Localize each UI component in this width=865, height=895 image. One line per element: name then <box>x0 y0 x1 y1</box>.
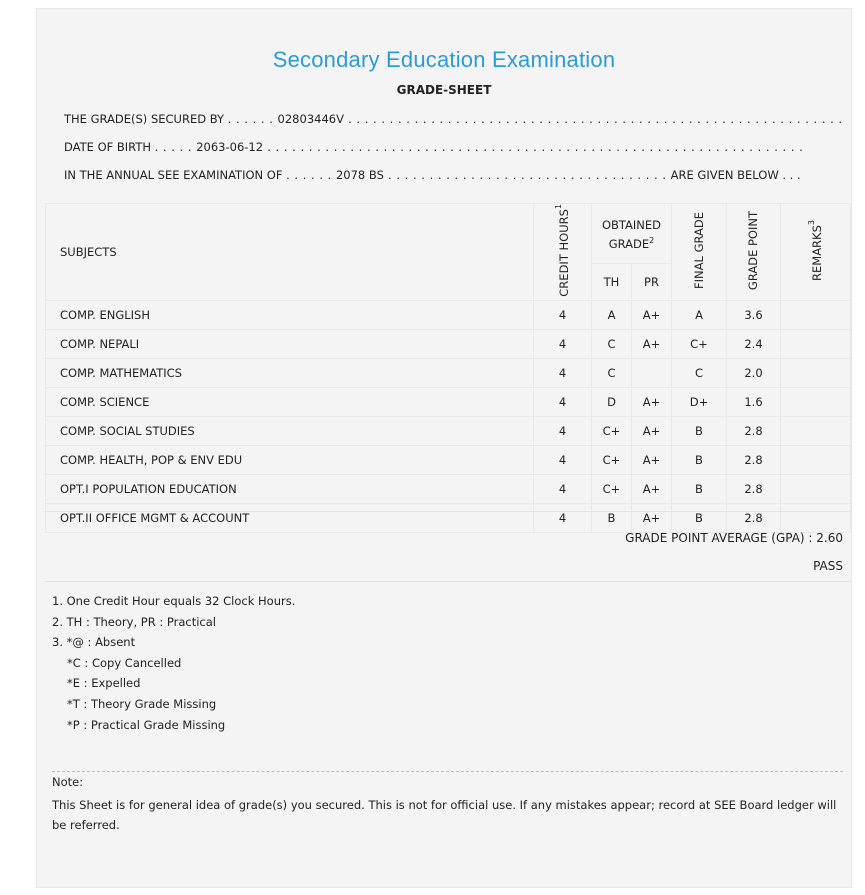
footnote-item: *T : Theory Grade Missing <box>67 696 217 711</box>
grade-point-cell: 2.8 <box>727 503 781 532</box>
footnote-item: *P : Practical Grade Missing <box>67 717 226 732</box>
grade-point-cell: 2.8 <box>727 445 781 474</box>
final-grade-cell: B <box>672 474 727 503</box>
gpa-label: GRADE POINT AVERAGE (GPA) : <box>625 531 813 545</box>
table-row <box>46 503 851 532</box>
dob-value: 2063-06-12 <box>196 140 264 154</box>
credit-cell: 4 <box>534 503 592 532</box>
grades-table <box>45 203 851 533</box>
footnote-item: 1. One Credit Hour equals 32 Clock Hours. <box>52 594 296 608</box>
col-final-grade: FINAL GRADE <box>672 204 727 301</box>
exam-label: IN THE ANNUAL SEE EXAMINATION OF <box>64 168 283 182</box>
col-obtained-grade: OBTAINED GRADE$^2$ <box>592 204 672 264</box>
gpa-value: 2.60 <box>816 531 843 545</box>
grade-point-cell: 2.4 <box>727 329 781 358</box>
subject-cell: OPT.II OFFICE MGMT & ACCOUNT <box>46 503 534 532</box>
footnote-item: *E : Expelled <box>67 676 141 691</box>
remarks-cell <box>781 445 851 474</box>
page-title: Secondary Education Examination <box>272 47 616 72</box>
remarks-cell <box>781 329 851 358</box>
final-grade-cell: B <box>672 445 727 474</box>
remarks-cell <box>781 300 851 329</box>
footnote-item: 2. TH : Theory, PR : Practical <box>52 614 216 629</box>
subject-cell: COMP. SCIENCE <box>46 387 534 416</box>
th-grade-cell: C+ <box>592 474 632 503</box>
th-grade-cell: D <box>592 387 632 416</box>
th-grade-cell: C <box>592 358 632 387</box>
col-remarks: REMARKS$^3$ <box>781 204 851 301</box>
grade-point-cell: 3.6 <box>727 300 781 329</box>
final-grade-cell: D+ <box>672 387 727 416</box>
remarks-cell <box>781 358 851 387</box>
grade-sheet <box>36 8 852 888</box>
gpa-line <box>625 531 843 545</box>
th-grade-cell: C <box>592 329 632 358</box>
dob-label: DATE OF BIRTH <box>64 140 152 154</box>
col-subjects: SUBJECTS <box>46 204 534 301</box>
note-text: This Sheet is for general idea of grade(s) you secured. This is not for official use. If any mistakes appear; record at SEE Board ledger will be referred. <box>52 798 837 832</box>
credit-cell: 4 <box>534 474 592 503</box>
subject-cell: OPT.I POPULATION EDUCATION <box>46 474 534 503</box>
credit-cell: 4 <box>534 445 592 474</box>
final-grade-cell: B <box>672 416 727 445</box>
final-grade-cell: B <box>672 503 727 532</box>
final-grade-cell: C <box>672 358 727 387</box>
subject-cell: COMP. SOCIAL STUDIES <box>46 416 534 445</box>
final-grade-cell: A <box>672 300 727 329</box>
pr-grade-cell: A+ <box>632 329 672 358</box>
pr-grade-cell: A+ <box>632 474 672 503</box>
table-row <box>46 387 851 416</box>
remarks-cell <box>781 474 851 503</box>
credit-cell: 4 <box>534 416 592 445</box>
table-row <box>46 358 851 387</box>
exam-year: 2078 BS <box>335 168 384 182</box>
given-below: ARE GIVEN BELOW . . . <box>670 168 801 182</box>
subject-cell: COMP. ENGLISH <box>46 300 534 329</box>
pr-grade-cell: A+ <box>632 300 672 329</box>
table-row <box>46 474 851 503</box>
col-th: TH <box>592 263 632 300</box>
dob-line: DATE OF BIRTH . . . . . 2063-06-12 . . . . . . . . . . . . . . . . . . . . . . . . . . . . . . . . . . . . . . . . . . . . . . . . . . . . . . . . . . . . . . . . . <box>64 140 804 154</box>
footnotes <box>52 591 295 735</box>
result-status: PASS <box>813 559 843 573</box>
table-row <box>46 445 851 474</box>
secured-by-label: THE GRADE(S) SECURED BY <box>64 112 225 126</box>
col-grade-point: GRADE POINT <box>727 204 781 301</box>
pr-grade-cell <box>632 358 672 387</box>
page-subtitle: GRADE-SHEET <box>396 83 492 97</box>
pr-grade-cell: A+ <box>632 503 672 532</box>
credit-cell: 4 <box>534 387 592 416</box>
secured-by-line: THE GRADE(S) SECURED BY . . . . . . 02803446V . . . . . . . . . . . . . . . . . . . . . . . . . . . . . . . . . . . . . . . . . . . . . . . . . . . . . . . . . . . . <box>64 112 843 126</box>
th-grade-cell: C+ <box>592 445 632 474</box>
subject-cell: COMP. MATHEMATICS <box>46 358 534 387</box>
symbol-number: 02803446V <box>277 112 344 126</box>
col-credit-hours: CREDIT HOURS$^1$ <box>534 204 592 301</box>
pr-grade-cell: A+ <box>632 387 672 416</box>
remarks-cell <box>781 503 851 532</box>
credit-cell: 4 <box>534 358 592 387</box>
footnote-item: 3. *@ : Absent <box>52 635 136 650</box>
col-pr: PR <box>632 263 672 300</box>
credit-cell: 4 <box>534 300 592 329</box>
grade-point-cell: 2.8 <box>727 474 781 503</box>
grade-point-cell: 2.8 <box>727 416 781 445</box>
subject-cell: COMP. NEPALI <box>46 329 534 358</box>
grade-point-cell: 1.6 <box>727 387 781 416</box>
credit-cell: 4 <box>534 329 592 358</box>
grade-point-cell: 2.0 <box>727 358 781 387</box>
note-label: Note: <box>52 775 84 789</box>
footnote-item: *C : Copy Cancelled <box>67 655 182 670</box>
table-row <box>46 300 851 329</box>
exam-line: IN THE ANNUAL SEE EXAMINATION OF . . . . . . 2078 BS . . . . . . . . . . . . . . . . . . . . . . . . . . . . . . . . . . ARE GIVEN BELOW . . . <box>64 168 801 182</box>
pr-grade-cell: A+ <box>632 445 672 474</box>
table-row <box>46 416 851 445</box>
final-grade-cell: C+ <box>672 329 727 358</box>
th-grade-cell: C+ <box>592 416 632 445</box>
subject-cell: COMP. HEALTH, POP & ENV EDU <box>46 445 534 474</box>
th-grade-cell: A <box>592 300 632 329</box>
th-grade-cell: B <box>592 503 632 532</box>
pr-grade-cell: A+ <box>632 416 672 445</box>
remarks-cell <box>781 416 851 445</box>
remarks-cell <box>781 387 851 416</box>
table-row <box>46 329 851 358</box>
